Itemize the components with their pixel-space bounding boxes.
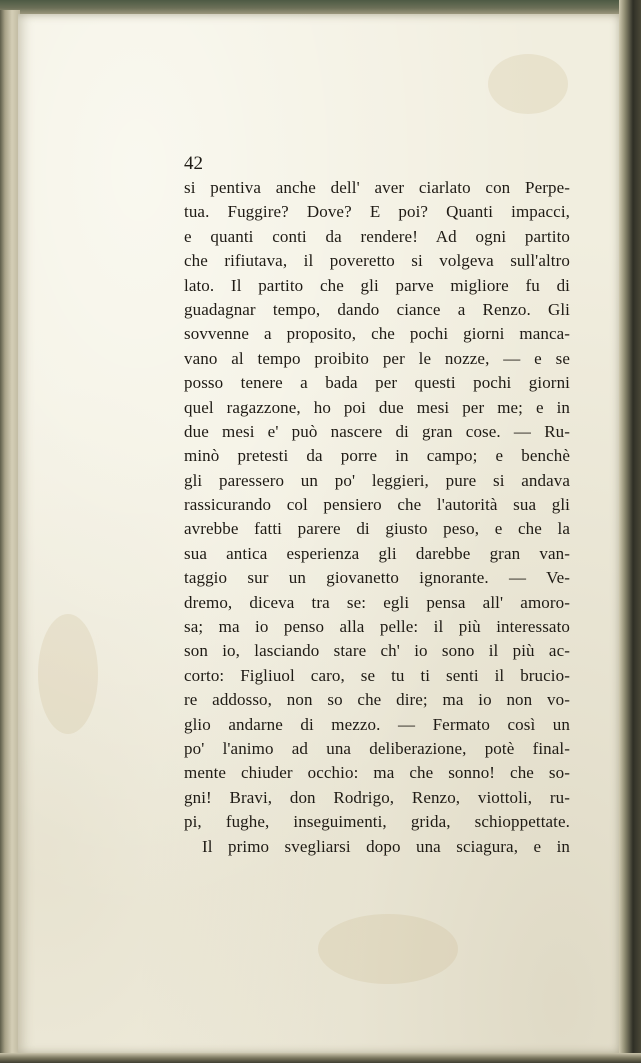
text-line: corto: Figliuol caro, se tu ti senti il brucio- [184,665,570,685]
text-line: rassicurando col pensiero che l'autorità sua gli [184,495,570,515]
text-line: si pentiva anche dell' aver ciarlato con Perpe- [184,178,570,197]
text-line: e quanti conti da rendere! Ad ogni partito [184,226,570,246]
text-line: minò pretesti da porre in campo; e benchè [184,446,570,466]
text-line: dremo, diceva tra se: egli pensa all' amoro- [184,592,570,612]
text-line: che rifiutava, il poveretto si volgeva sull'altro [184,251,570,271]
text-line: glio andarne di mezzo. — Fermato così un [184,714,570,734]
paper-stain [38,614,98,734]
text-line: pi, fughe, inseguimenti, grida, schioppettate. [184,812,570,832]
book-fore-edge [619,0,641,1063]
text-line: taggio sur un giovanetto ignorante. — Ve- [184,568,570,588]
text-line: gli paressero un po' leggieri, pure si andava [184,470,570,490]
text-line: guadagnar tempo, dando ciance a Renzo. Gli [184,299,570,319]
text-line-paragraph-start: Il primo svegliarsi dopo una sciagura, e in [202,836,570,856]
book-top-edge [0,0,641,14]
body-text [184,152,570,859]
text-line: sua antica esperienza gli darebbe gran van- [184,543,570,563]
text-line: quel ragazzone, ho poi due mesi per me; e in [184,397,570,417]
text-line: posso tenere a bada per questi pochi giorni [184,373,570,393]
paper-stain [318,914,458,984]
text-line: po' l'animo ad una deliberazione, potè final- [184,738,570,758]
text-line: vano al tempo proibito per le nozze, — e se [184,348,570,368]
text-line: mente chiuder occhio: ma che sonno! che so- [184,763,570,783]
text-line: re addosso, non so che dire; ma io non vo- [184,690,570,710]
book-gutter-edge [0,10,20,1063]
text-line: sa; ma io penso alla pelle: il più interessato [184,617,570,637]
text-line: gni! Bravi, don Rodrigo, Renzo, viottoli, ru- [184,787,570,807]
text-line: son io, lasciando stare ch' io sono il più ac- [184,641,570,661]
text-line: due mesi e' può nascere di gran cose. — Ru- [184,421,570,441]
book-bottom-edge [0,1053,641,1063]
page-number: 42 [184,153,203,174]
text-line: lato. Il partito che gli parve migliore fu di [184,275,570,295]
paper-stain [488,54,568,114]
text-line: tua. Fuggire? Dove? E poi? Quanti impacci, [184,202,570,222]
text-line: avrebbe fatti parere di giusto peso, e che la [184,519,570,539]
text-line: sovvenne a proposito, che pochi giorni manca- [184,324,570,344]
